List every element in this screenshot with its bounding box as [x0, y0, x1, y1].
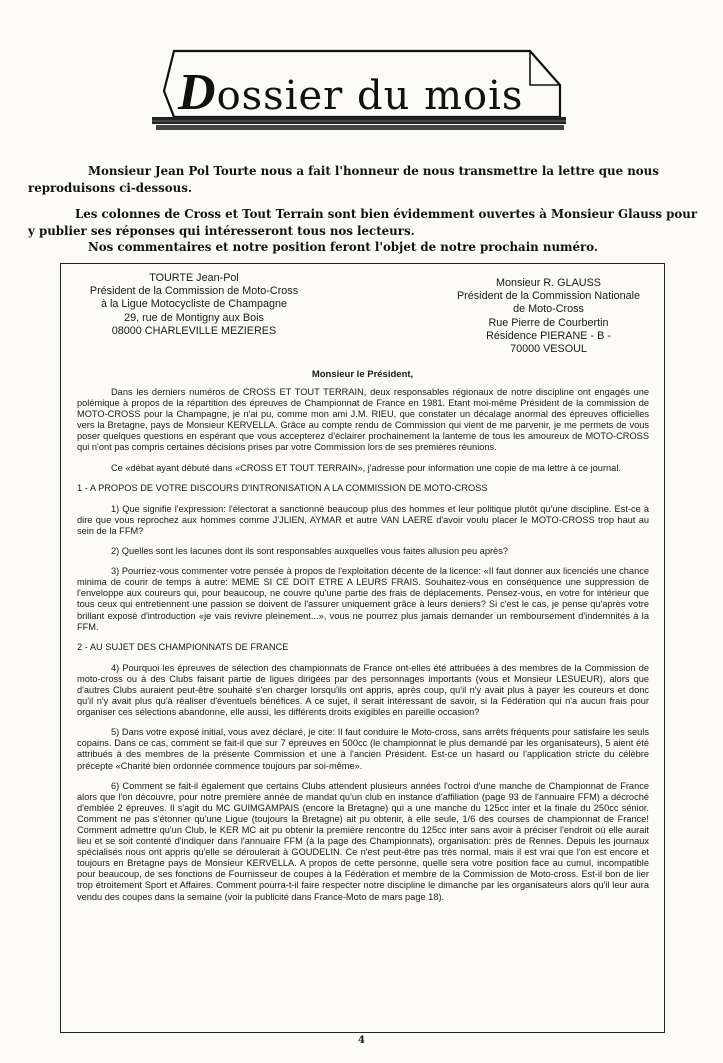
letter-body	[77, 387, 649, 912]
recipient-line: Résidence PIERANE - B -	[486, 329, 611, 342]
recipient-line: de Moto-Cross	[513, 303, 584, 316]
section-heading: 2 - AU SUJET DES CHAMPIONNATS DE FRANCE	[77, 641, 289, 652]
sender-line: TOURTE Jean-Pol	[149, 272, 239, 284]
intro-paragraph-2: Les colonnes de Cross et Tout Terrain sont bien évidemment ouvertes à Monsieur Glauss pour y publier ses réponses qui intéresseront tous nos lecteurs.	[28, 207, 698, 238]
dossier-banner	[150, 45, 570, 135]
banner-title-text: ossier du mois	[216, 73, 524, 119]
letter-paragraph: Dans les derniers numéros de CROSS ET TOUT TERRAIN, deux responsables régionaux de notre discipline ont engagés une polémique à propos de la répartition des épreuves de Championnat de France en 1981. Etant moi-même Président de la commission de MOTO-CROSS pour la Champagne, je n'ai pu, comme mon ami J.M. RIEU, que constater un décalage anormal des épreuves officielles vers la Bretagne, pays de Monsieur KERVELLA. Grâce au compte rendu de Commission qui vient de me parvenir, je me permets de vous poser quelques questions en espérant que vous accepterez d'éclairer prochainement la lanterne de tous les amoureux de MOTO-CROSS qui n'ont pas compris certaines décisions prises par votre Commission lors de ses premières réunions.	[77, 387, 649, 453]
recipient-line: Monsieur R. GLAUSS	[495, 277, 601, 289]
sender-address	[79, 272, 309, 338]
letter-box	[60, 263, 665, 1033]
section-heading: 1 - A PROPOS DE VOTRE DISCOURS D'INTRONISATION A LA COMMISSION DE MOTO-CROSS	[77, 482, 488, 493]
letter-paragraph: 6) Comment se fait-il également que certains Clubs attendent plusieurs années l'octroi d'une manche de Championnat de France alors que l'on découvre, pour notre première année de mandat qu'un club en instance d'affiliation (page 93 de l'annuaire FFM) a décroché d'emblée 2 épreuves. Il s'agit du MC GUIMGAMPAIS (encore la Bretagne) qui a une manche du 125cc inter et la finale du 250cc sénior. Comment ne pas s'étonner qu'une Ligue (toujours la Bretagne) ait pu obtenir, à elle seule, 1/6 des courses de championnat de France! Comment admettre qu'un Club, le KER MC ait pu obtenir la première rencontre du 125cc inter sans avoir à préciser l'endroit où elle aurait lieu et se soit contenté d'indiquer dans l'annuaire FFM (à la page des Championnats), organisation: près de Rennes. Depuis les journaux spécialisés nous ont appris qu'elle se déroulerait à GOUDELIN. Ce n'est peut-être pas très normal, mais il est vrai que l'on est encore et toujours en Bretagne pays de Monsieur KERVELLA. A propos de cette personne, quelle sera votre position face au cumul, incompatible pour beaucoup, de ses fonctions de Fournisseur de coupes à la Fédération et membre de la Commission de Moto-cross. Est-il bon de lier trop étroitement Sport et Affaires. Comment pourra-t-il faire respecter notre discipline le dimanche par les organisateurs alors qu'il leur aura vendu des coupes dans la semaine (voir la publicité dans France-Moto de mars page 18).	[77, 780, 649, 902]
banner-title	[178, 63, 523, 122]
recipient-line: 70000 VESOUL	[510, 343, 587, 356]
letter-paragraph: Ce «débat ayant débuté dans «CROSS ET TOUT TERRAIN», j'adresse pour information une copie de ma lettre à ce journal.	[111, 462, 621, 473]
sender-line: à la Ligue Motocycliste de Champagne	[100, 298, 288, 311]
letter-paragraph: 1) Que signifie l'expression: l'électorat a sanctionné beaucoup plus des hommes et leur politique plutôt qu'une discipline. Est-ce à dire que vous reprochez aux hommes comme J'JLIEN, AYMAR et autre VAN LAERE d'avoir voulu placer le MOTO-CROSS trop haut au sein de la FFM?	[77, 503, 649, 536]
letter-paragraph: 3) Pourriez-vous commenter votre pensée à propos de l'exploitation décente de la licence: «Il faut donner aux licenciés une chance minima de courir de temps à autre: MEME SI CE DOIT ETRE A LEURS FRAIS. Souhaitez-vous en conséquence une suppression de l'enveloppe aux coureurs qui, pour beaucoup, ne couvre qu'une partie des frais de déplacements. Pensez-vous, en votre for intérieur que tous ceux qui entretiennent une passion se doivent de l'assurer uniquement grâce à leurs deniers? Si c'est le cas, je pense qu'après votre brillant exposé d'introduction «je vais revivre pleinement...», vous ne pourrez plus jamais demander un remboursement d'indemnités à la FFM.	[77, 566, 649, 632]
intro-paragraph-1: Monsieur Jean Pol Tourte nous a fait l'honneur de nous transmettre la lettre que nous reproduisons ci-dessous.	[28, 164, 659, 195]
letter-paragraph: 5) Dans votre exposé initial, vous avez déclaré, je cite: Il faut conduire le Moto-cross, sans arrêts fréquents pour satisfaire les seuls copains. Dans ce cas, comment se fait-il que sur 7 épreuves en 500cc (le championnat le plus demandé par les organisateurs), 5 aient été attribués à des membres de la présente Commission et une à l'ancien Président. Est-ce un hasard ou l'application stricte du célèbre précepte «Charité bien ordonnée commence toujours par soi-même».	[77, 727, 649, 771]
recipient-line: Rue Pierre de Courbertin	[488, 316, 609, 329]
intro-paragraph-3: Nos commentaires et notre position feront l'objet de notre prochain numéro.	[88, 240, 598, 254]
recipient-line: Président de la Commission Nationale	[456, 290, 641, 303]
page-number: 4	[358, 1035, 365, 1046]
letter-salutation: Monsieur le Président,	[311, 369, 414, 380]
letter-paragraph: 4) Pourquoi les épreuves de sélection des championnats de France ont-elles été attribuées à des membres de la Commission de moto-cross ou à des Clubs faisant partie de ligues dirigées par des personnages importants (vous et Monsieur LESUEUR), alors que d'autres Clubs auraient peut-être souhaité s'en charger lorsqu'ils ont appris, après coup, qu'il n'y avait plus à payer les coureurs et donc qu'il n'y avait plus qu'à réaliser d'éventuels bénéfices. A ce sujet, il serait intéressant de savoir, si la Fédération qui n'a aucun frais pour organiser ces sélections abandonne, elle aussi, les différents droits exigibles en pareille occasion?	[77, 662, 649, 718]
sender-line: Président de la Commission de Moto-Cross	[89, 285, 299, 298]
letter-paragraph: 2) Quelles sont les lacunes dont ils sont responsables auxquelles vous faites allusion peu après?	[111, 546, 508, 557]
recipient-address	[446, 277, 651, 356]
sender-line: 29, rue de Montigny aux Bois	[124, 311, 264, 324]
banner-dropcap: D	[178, 64, 217, 121]
sender-line: 08000 CHARLEVILLE MEZIERES	[111, 324, 277, 337]
